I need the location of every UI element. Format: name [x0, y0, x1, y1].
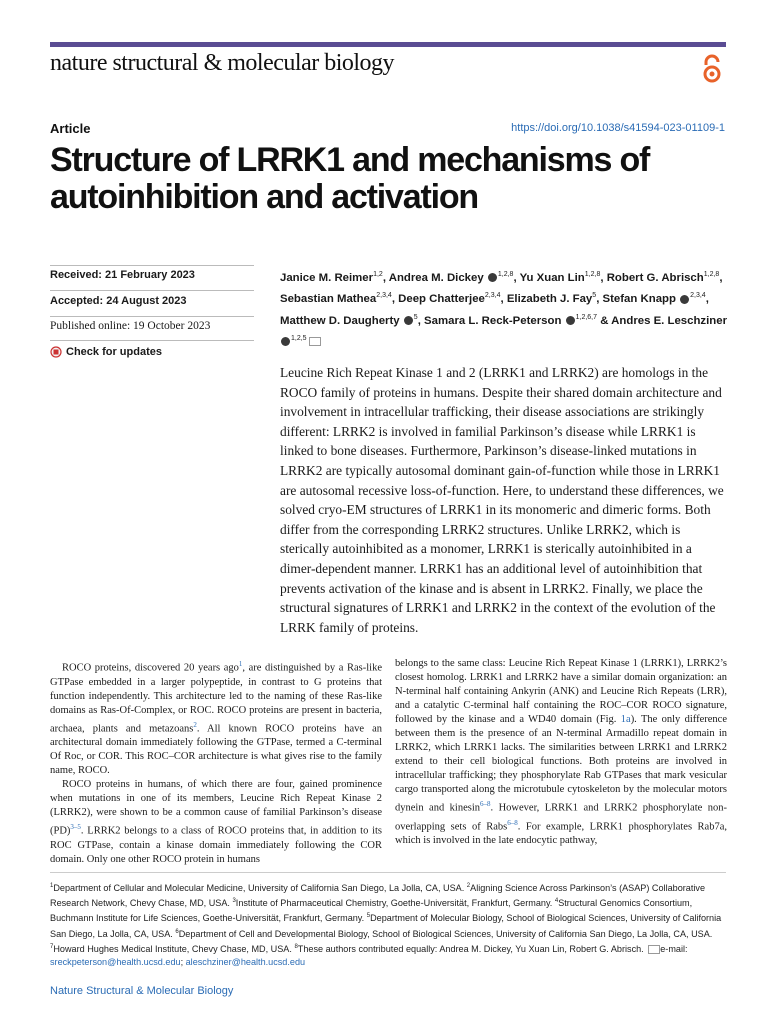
open-access-icon — [701, 54, 723, 84]
reference-link[interactable]: 2 — [193, 720, 197, 729]
author[interactable]: Deep Chatterjee — [398, 293, 485, 306]
header-rule — [50, 42, 726, 47]
divider — [50, 290, 254, 291]
footnote-divider — [50, 872, 726, 873]
divider — [50, 340, 254, 341]
author[interactable]: Sebastian Mathea — [280, 293, 377, 306]
email-link[interactable]: sreckpeterson@health.ucsd.edu — [50, 957, 181, 968]
divider — [50, 265, 254, 266]
author[interactable]: Elizabeth J. Fay — [506, 293, 593, 306]
orcid-icon[interactable] — [566, 316, 575, 325]
reference-link[interactable]: 3–5 — [70, 823, 81, 831]
email-link[interactable]: aleschziner@health.ucsd.edu — [185, 957, 306, 968]
check-updates-icon — [50, 346, 62, 358]
accepted-date: Accepted: 24 August 2023 — [50, 295, 187, 307]
author[interactable]: Andres E. Leschziner — [611, 314, 728, 327]
received-date: Received: 21 February 2023 — [50, 269, 195, 281]
reference-link[interactable]: 6–8 — [507, 818, 518, 827]
body-column-right: belongs to the same class: Leucine Rich Repeat Kinase 1 (LRRK1), LRRK2’s closest homolog. LRRK1 and LRRK2 have a similar domain organization: an N-terminal half containing Ankyrin (ANK) and Leucine Rich Repeats (LRR), and a catalytic C-terminal half containing the ROC–COR ROCO signature, followed by the kinase and a WD40 domain (Fig. 1a). The only difference between them is the presence of an N-terminal Armadillo repeat domain in LRRK2, which LRRK1 lacks. The similarities between LRRK1 and LRRK2 extend to their cell biological functions. Both proteins are involved in intracellular trafficking; they phosphorylate Rab GTPases that mark vesicular cargo transported along the microtubule cytoskeleton by the molecular motors dynein and kinesin$^{6-8}$. However, LRRK1 and LRRK2 phosphorylate non-overlapping sets of Rabs$^{6-8}$. For example, LRRK1 phosphorylates Rab7a, which is involved in the late endocytic pathway, — [395, 658, 727, 846]
orcid-icon[interactable] — [488, 273, 497, 282]
affiliations: $^1$Department of Cellular and Molecular Medicine, University of California San Diego, La Jolla, CA, USA. $^2$Aligning Science Across Parkinson’s (ASAP) Collaborative Research Network, Chevy Chase, MD, USA. $^3$Institute of Pharmaceutical Chemistry, Goethe-Universität, Frankfurt, Germany. $^4$Structural Genomics Consortium, Buchmann Institute for Life Sciences, Goethe-Universität, Frankfurt, Germany. $^5$Department of Molecular Biology, School of Biological Sciences, University of California San Diego, La Jolla, CA, USA. $^6$Department of Cell and Developmental Biology, School of Biological Sciences, University of California San Diego, La Jolla, CA, USA. $^7$Howard Hughes Medical Institute, Chevy Chase, MD, USA. $^8$These authors contributed equally: Andrea M. Dickey, Yu Xuan Lin, Robert G. Abrisch. e-mail: sreckpeterson@health.ucsd.edu; aleschziner@health.ucsd.edu — [50, 883, 722, 968]
abstract: Leucine Rich Repeat Kinase 1 and 2 (LRRK1 and LRRK2) are homologs in the ROCO family of proteins in humans. Despite their shared domain architecture and involvement in intracellular trafficking, their disease associations are strikingly different: LRRK2 is involved in familial Parkinson’s disease while LRRK1 is linked to bone diseases. Furthermore, Parkinson’s disease-linked mutations in LRRK2 are typically autosomal dominant gain-of-function while those in LRRK1 are autosomal recessive loss-of-function. Here, to understand these differences, we solved cryo-EM structures of LRRK1 in its monomeric and dimeric forms. Both differ from the corresponding LRRK2 structures. Unlike LRRK2, which is sterically autoinhibited as a monomer, LRRK1 is sterically autoinhibited in a dimer-dependent manner. LRRK1 has an additional level of autoinhibition that prevents activation of the kinase and is absent in LRRK2. Finally, we place the structural signatures of LRRK1 and LRRK2 in the context of the evolution of the LRRK family of proteins. — [280, 365, 724, 635]
article-type: Article — [50, 121, 91, 136]
author[interactable]: Samara L. Reck-Peterson — [424, 314, 562, 327]
email-icon — [648, 945, 660, 954]
author-list: Janice M. Reimer$^{1,2}$, Andrea M. Dickey $^{1,2,8}$, Yu Xuan Lin$^{1,2,8}$, Robert G. Abrisch$^{1,2,8}$, Sebastian Mathea$^{2,3,4}$, Deep Chatterjee$^{2,3,4}$, Elizabeth J. Fay$^5$, Stefan Knapp $^{2,3,4}$, Matthew D. Daugherty $^5$, Samara L. Reck-Peterson $^{1,2,6,7}$ & Andres E. Leschziner $^{1,2,5}$ — [280, 266, 728, 351]
orcid-icon[interactable] — [680, 295, 689, 304]
author[interactable]: Yu Xuan Lin — [519, 271, 585, 284]
journal-name: nature structural & molecular biology — [50, 50, 395, 76]
author[interactable]: Janice M. Reimer — [280, 271, 374, 284]
figure-link[interactable]: 1a — [620, 714, 631, 725]
reference-link[interactable]: 1 — [238, 660, 243, 668]
author[interactable]: Andrea M. Dickey — [388, 271, 484, 284]
email-icon[interactable] — [309, 337, 321, 346]
published-date: Published online: 19 October 2023 — [50, 320, 211, 332]
check-for-updates[interactable] — [50, 346, 162, 358]
author[interactable]: Stefan Knapp — [602, 293, 676, 306]
article-title: Structure of LRRK1 and mechanisms of autoinhibition and activation — [50, 141, 650, 216]
orcid-icon[interactable] — [404, 316, 413, 325]
body-column-left: ROCO proteins, discovered 20 years ago$^1$, are distinguished by a Ras-like GTPase embedded in a larger polypeptide, in contrast to G proteins that function independently. This architecture led to the naming of these Ras-like domains as Ras-Of-Complex, or ROC. ROCO proteins are present in bacteria, archaea, plants and metazoans$^2$. All known ROCO proteins have an architectural domain immediately following the GTPase, termed a C-terminal Of Roc, or COR. This ROC–COR architecture is what gives rise to the family name, ROCO. ROCO proteins in humans, of which there are four, gained prominence when mutations in one of its members, Leucine Rich Repeat Kinase 2 (LRRK2), were shown to be a common cause of familial Parkinson’s disease (PD)$^{3-5}$. LRRK2 belongs to a class of ROCO proteins that, in addition to its ROC GTPase, contain a kinase domain immediately following the COR domain. Only one other ROCO protein in humans — [50, 660, 382, 865]
reference-link[interactable]: 6–8 — [480, 800, 491, 808]
check-updates-label: Check for updates — [66, 346, 162, 358]
orcid-icon[interactable] — [281, 337, 290, 346]
author[interactable]: Robert G. Abrisch — [606, 271, 704, 284]
divider — [50, 316, 254, 317]
author[interactable]: Matthew D. Daugherty — [280, 314, 400, 327]
doi-link[interactable]: https://doi.org/10.1038/s41594-023-01109-1 — [511, 122, 725, 134]
footer-journal: Nature Structural & Molecular Biology — [50, 985, 234, 997]
